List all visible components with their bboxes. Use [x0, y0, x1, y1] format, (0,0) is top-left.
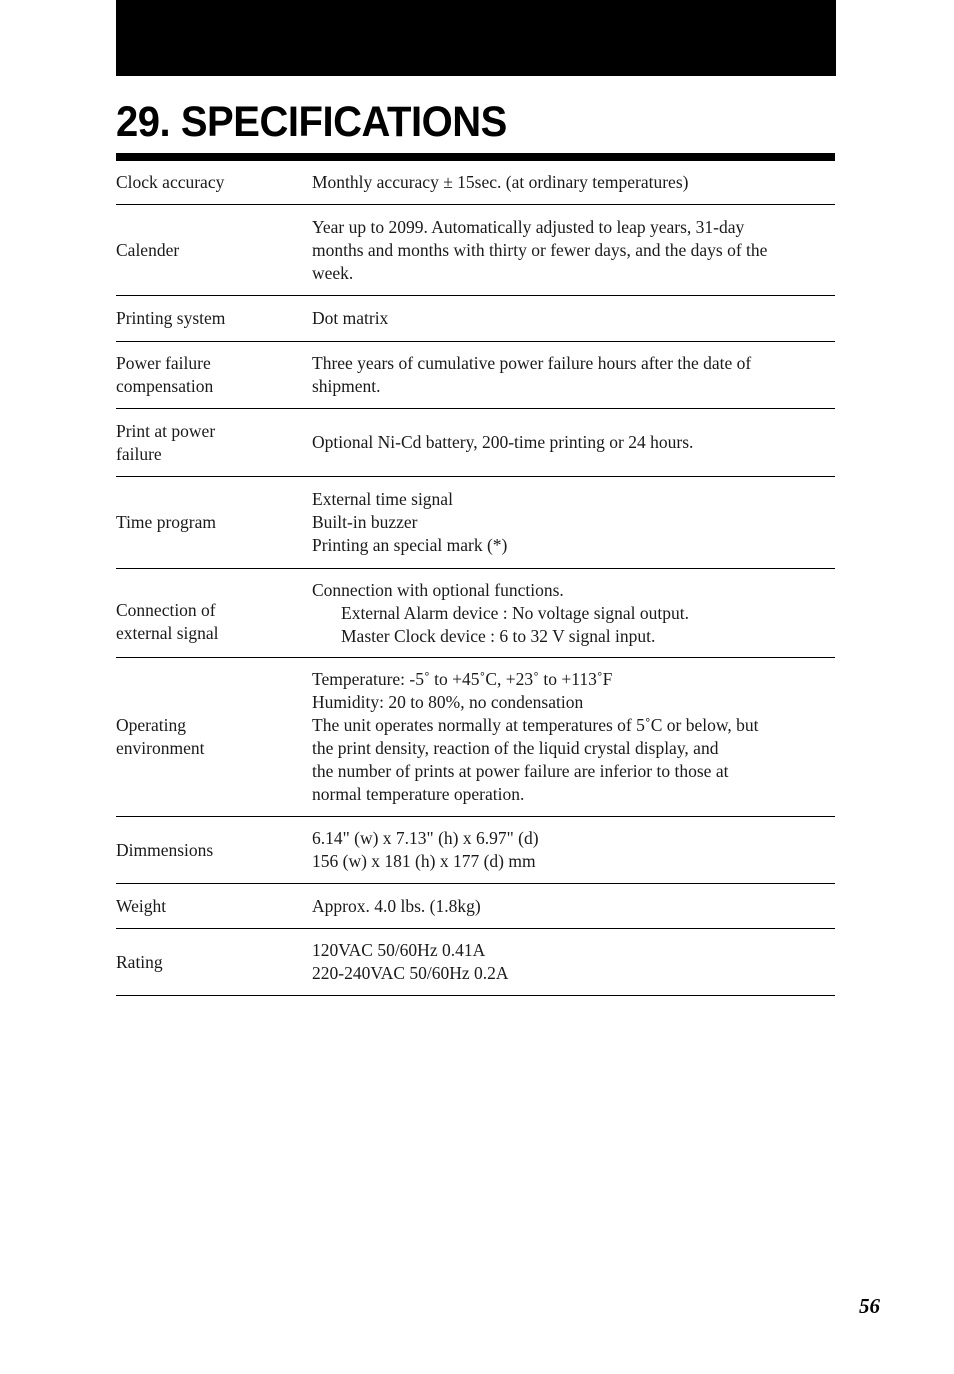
- spec-row-print-at-power-failure: [116, 409, 835, 477]
- spec-value: [312, 171, 835, 194]
- spec-row-operating-environment: [116, 658, 835, 817]
- spec-value: [312, 216, 835, 285]
- spec-value: [312, 488, 835, 557]
- spec-value-line: Approx. 4.0 lbs. (1.8kg): [312, 895, 481, 916]
- spec-value-line: Connection with optional functions.: [312, 580, 564, 600]
- spec-value-line: Built-in buzzer: [312, 512, 418, 532]
- spec-value-line: months and months with thirty or fewer days, and the days of the: [312, 239, 768, 260]
- spec-value: [312, 352, 835, 398]
- spec-value: [312, 307, 835, 330]
- spec-row-dimmensions: [116, 817, 835, 884]
- spec-value-line: 220-240VAC 50/60Hz 0.2A: [312, 963, 509, 983]
- spec-value-line: shipment.: [312, 376, 381, 396]
- spec-row-time-program: [116, 477, 835, 569]
- spec-value-line: The unit operates normally at temperatures of 5˚C or below, but: [312, 715, 759, 735]
- spec-value-line: Temperature: -5˚ to +45˚C, +23˚ to +113˚F: [312, 669, 613, 689]
- spec-row-calender: [116, 205, 835, 296]
- spec-value-line: Printing an special mark (*): [312, 535, 508, 555]
- spec-label-line: Rating: [116, 951, 163, 972]
- spec-label-line: Connection of: [116, 600, 216, 620]
- spec-value-line: External Alarm device : No voltage signal output.: [341, 603, 689, 623]
- spec-value: [312, 895, 835, 918]
- spec-label-line: Dimmensions: [116, 839, 214, 860]
- page-number: 56: [859, 1294, 880, 1318]
- spec-label: [116, 839, 312, 862]
- spec-value-line: 120VAC 50/60Hz 0.41A: [312, 940, 486, 960]
- spec-value-line: 6.14" (w) x 7.13" (h) x 6.97" (d): [312, 828, 539, 848]
- spec-label-line: environment: [116, 738, 205, 758]
- spec-table: [116, 161, 835, 996]
- page-title: 29. SPECIFICATIONS: [116, 98, 507, 146]
- spec-label-line: Time program: [116, 512, 216, 532]
- spec-label: [116, 171, 312, 194]
- spec-label: [116, 579, 312, 645]
- spec-value-line: External time signal: [312, 489, 453, 509]
- spec-value-line: Dot matrix: [312, 308, 389, 328]
- spec-value-line: the number of prints at power failure are inferior to those at: [312, 761, 729, 781]
- title-rule: [116, 153, 835, 161]
- spec-label-line: failure: [116, 443, 162, 464]
- spec-label-line: Clock accuracy: [116, 172, 225, 192]
- spec-label: [116, 511, 312, 534]
- spec-value: [312, 668, 835, 806]
- spec-label-line: external signal: [116, 623, 219, 643]
- spec-row-weight: [116, 884, 835, 929]
- spec-label: [116, 951, 312, 974]
- spec-value-line: 156 (w) x 181 (h) x 177 (d) mm: [312, 851, 536, 871]
- spec-value: [312, 827, 835, 873]
- spec-label-line: Power failure: [116, 353, 211, 373]
- spec-value-line: Humidity: 20 to 80%, no condensation: [312, 692, 584, 712]
- spec-label-line: Print at power: [116, 420, 216, 441]
- spec-label-line: Weight: [116, 895, 167, 916]
- spec-label-line: Operating: [116, 715, 186, 735]
- spec-value-line: week.: [312, 262, 354, 283]
- spec-label: [116, 714, 312, 760]
- spec-row-clock-accuracy: [116, 161, 835, 205]
- spec-value-line: Master Clock device : 6 to 32 V signal input.: [341, 626, 656, 646]
- spec-label: [116, 420, 312, 466]
- spec-value-line: normal temperature operation.: [312, 784, 525, 804]
- spec-row-rating: [116, 929, 835, 996]
- spec-row-power-failure-compensation: [116, 342, 835, 409]
- spec-row-printing-system: [116, 296, 835, 342]
- spec-row-connection-of-external-signal: [116, 569, 835, 658]
- spec-value: [312, 431, 835, 454]
- spec-label-line: compensation: [116, 376, 214, 396]
- spec-value-line: the print density, reaction of the liquid crystal display, and: [312, 738, 719, 758]
- spec-value-line: Year up to 2099. Automatically adjusted to leap years, 31-day: [312, 216, 745, 237]
- spec-value: [312, 579, 835, 648]
- spec-value-line: Three years of cumulative power failure hours after the date of: [312, 353, 752, 373]
- spec-label-line: Calender: [116, 239, 180, 260]
- spec-label-line: Printing system: [116, 308, 226, 328]
- spec-value-line: Optional Ni-Cd battery, 200-time printing or 24 hours.: [312, 432, 694, 452]
- spec-label: [116, 352, 312, 398]
- spec-value-line: Monthly accuracy ± 15sec. (at ordinary temperatures): [312, 172, 689, 192]
- spec-label: [116, 239, 312, 262]
- header-bar: [116, 0, 836, 76]
- spec-value: [312, 939, 835, 985]
- spec-label: [116, 307, 312, 330]
- spec-label: [116, 895, 312, 918]
